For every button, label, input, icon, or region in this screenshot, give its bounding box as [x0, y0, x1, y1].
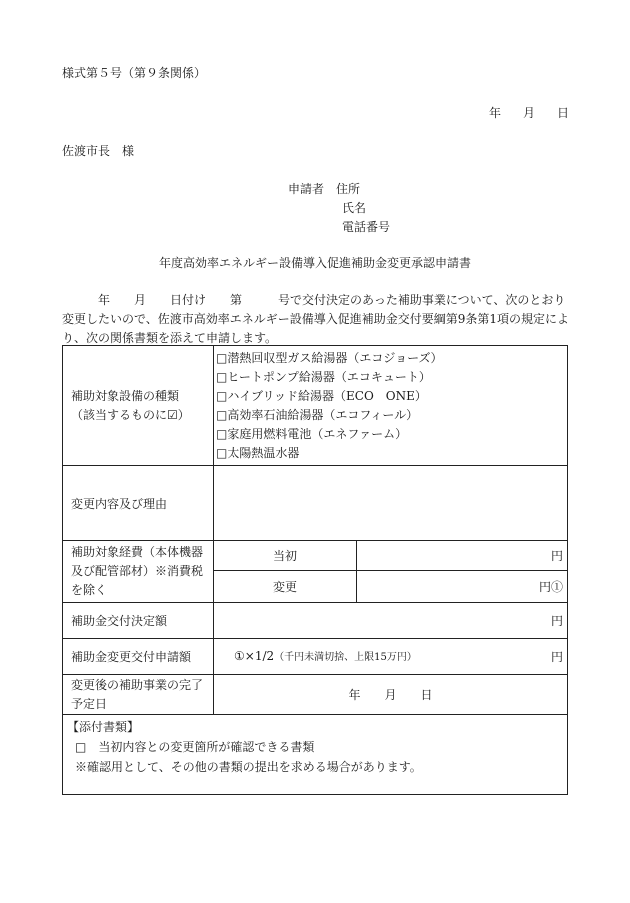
date-line: [489, 104, 569, 121]
decided-row: [63, 603, 568, 639]
cost-change-value[interactable]: 円①: [357, 571, 568, 603]
completion-label: [63, 675, 214, 715]
form-number: 様式第５号（第９条関係）: [62, 66, 207, 80]
cost-label: [63, 541, 214, 603]
cost-change-label: 変更: [214, 571, 357, 603]
equipment-option-ene-farm[interactable]: □家庭用燃料電池（エネファーム）: [216, 426, 408, 441]
equipment-option-eco-cute[interactable]: □ヒートポンプ給湯器（エコキュート）: [216, 369, 431, 384]
apply-unit: 円: [550, 650, 563, 664]
body-text: 年 月 日付け 第 号で交付決定のあった補助事業について、次のとおり変更したいので、佐渡市高効率エネルギー設備導入促進補助金交付要綱第9条第1項の規定により、次の関係書類を添えて申請します。: [62, 293, 570, 345]
completion-date[interactable]: 年 月 日: [214, 675, 568, 715]
decided-value[interactable]: 円: [214, 603, 568, 639]
attachments-item[interactable]: □ 当初内容との変更箇所が確認できる書類: [75, 740, 315, 754]
change-label: 変更内容及び理由: [63, 466, 214, 541]
date-day: 日: [557, 106, 570, 120]
change-input[interactable]: [214, 466, 568, 541]
completion-label-text: 変更後の補助事業の完了予定日: [71, 677, 204, 711]
apply-value[interactable]: [214, 639, 568, 675]
cost-initial-label: 当初: [214, 541, 357, 571]
equipment-label: [63, 346, 214, 466]
equipment-label-text: 補助対象設備の種類 （該当するものに☑）: [71, 388, 190, 422]
apply-formula: ①×1/2: [234, 649, 275, 663]
cost-label-text: 補助対象経費（本体機器及び配管部材）※消費税を除く: [71, 545, 204, 597]
applicant-name-label: 氏名: [342, 201, 367, 215]
decided-label: 補助金交付決定額: [63, 603, 214, 639]
apply-label: 補助金変更交付申請額: [63, 639, 214, 675]
attachments-row: [63, 715, 568, 795]
document-title: 年度高効率エネルギー設備導入促進補助金変更承認申請書: [158, 256, 471, 270]
equipment-row: [63, 346, 568, 466]
change-row: [63, 466, 568, 541]
date-year: 年: [489, 106, 502, 120]
attachments-section: [63, 715, 568, 795]
equipment-option-hybrid[interactable]: □ハイブリッド給湯器（ECO ONE）: [216, 388, 427, 403]
cost-initial-row: [63, 541, 568, 571]
equipment-options: [214, 346, 568, 466]
applicant-phone-label: 電話番号: [342, 220, 391, 234]
completion-row: [63, 675, 568, 715]
attachments-note: ※確認用として、その他の書類の提出を求める場合があります。: [75, 760, 422, 774]
apply-row: [63, 639, 568, 675]
equipment-option-eco-jozu[interactable]: □潜熱回収型ガス給湯器（エコジョーズ）: [216, 350, 443, 365]
cost-initial-value[interactable]: 円: [357, 541, 568, 571]
application-table: [62, 345, 568, 795]
equipment-option-eco-feel[interactable]: □高効率石油給湯器（エコフィール）: [216, 407, 419, 422]
apply-note: （千円未満切捨、上限15万円）: [274, 652, 417, 663]
date-month: 月: [523, 106, 536, 120]
applicant-address-label: 申請者 住所: [288, 182, 361, 196]
addressee: 佐渡市長 様: [62, 144, 135, 158]
equipment-option-solar[interactable]: □太陽熱温水器: [216, 445, 300, 460]
attachments-title: 【添付書類】: [67, 720, 140, 734]
